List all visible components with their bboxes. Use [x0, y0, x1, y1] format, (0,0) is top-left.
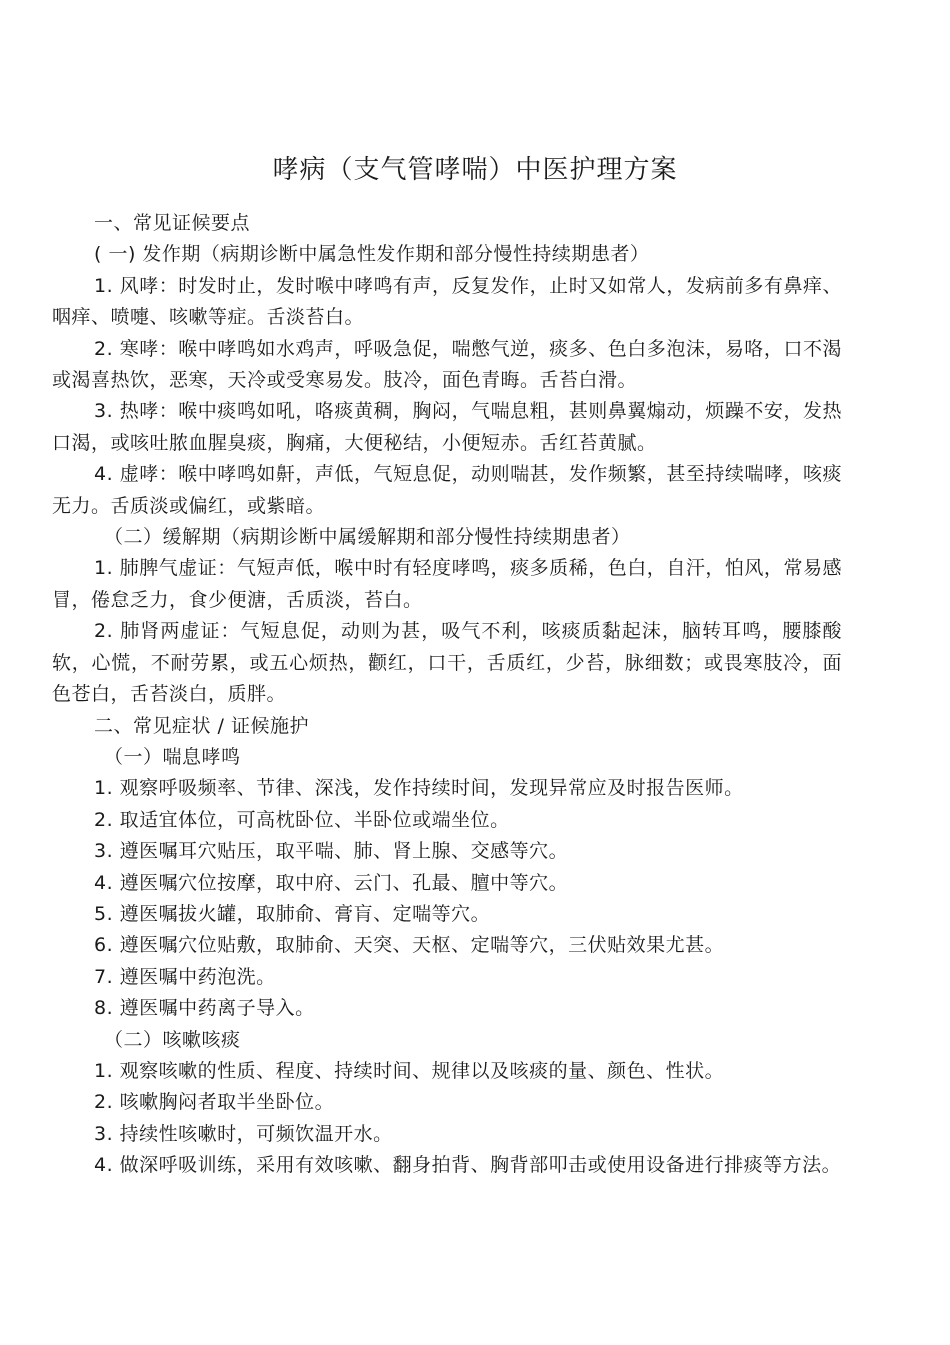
subsection-heading: （二）咳嗽咳痰 — [104, 1028, 241, 1051]
document-title: 哮病（支气管哮喘）中医护理方案 — [272, 155, 678, 185]
document-body — [52, 208, 842, 1182]
body-paragraph: 2. 咳嗽胸闷者取半坐卧位。 — [94, 1091, 335, 1114]
body-paragraph: 3. 遵医嘱耳穴贴压，取平喘、肺、肾上腺、交感等穴。 — [94, 840, 569, 863]
body-paragraph: 4. 做深呼吸训练，采用有效咳嗽、翻身拍背、胸背部叩击或使用设备进行排痰等方法。 — [94, 1154, 842, 1177]
body-paragraph: 2. 取适宜体位，可高枕卧位、半卧位或端坐位。 — [94, 808, 510, 831]
subsection-heading: （二）缓解期（病期诊断中属缓解期和部分慢性持续期患者） — [104, 526, 631, 549]
body-paragraph: 4. 虚哮：喉中哮鸣如鼾，声低，气短息促，动则喘甚，发作频繁，甚至持续喘哮，咳痰无力。舌质淡或偏红，或紫暗。 — [52, 463, 842, 517]
body-paragraph: 1. 肺脾气虚证：气短声低，喉中时有轻度哮鸣，痰多质稀，色白，自汗，怕风，常易感冒，倦怠乏力，食少便溏，舌质淡，苔白。 — [52, 557, 842, 611]
body-paragraph: 2. 肺肾两虚证：气短息促，动则为甚，吸气不利，咳痰质黏起沫，脑转耳鸣，腰膝酸软，心慌，不耐劳累，或五心烦热，颧红，口干，舌质红，少苔，脉细数；或畏寒肢冷，面色苍白，舌苔淡白，质胖。 — [52, 620, 842, 706]
body-paragraph: 1. 风哮：时发时止，发时喉中哮鸣有声，反复发作，止时又如常人，发病前多有鼻痒、咽痒、喷嚏、咳嗽等症。舌淡苔白。 — [52, 274, 842, 329]
body-paragraph: 5. 遵医嘱拔火罐，取肺俞、膏肓、定喘等穴。 — [94, 902, 491, 925]
body-paragraph: 3. 持续性咳嗽时，可频饮温开水。 — [94, 1122, 393, 1145]
body-paragraph: 1. 观察咳嗽的性质、程度、持续时间、规律以及咳痰的量、颜色、性状。 — [94, 1059, 725, 1082]
body-paragraph: 2. 寒哮：喉中哮鸣如水鸡声，呼吸急促，喘憋气逆，痰多、色白多泡沫，易咯，口不渴或渴喜热饮，恶寒，天冷或受寒易发。肢冷，面色青晦。舌苔白滑。 — [52, 337, 842, 392]
body-paragraph: 8. 遵医嘱中药离子导入。 — [94, 997, 315, 1020]
body-paragraph: 7. 遵医嘱中药泡洗。 — [94, 965, 276, 988]
subsection-heading: ( 一) 发作期（病期诊断中属急性发作期和部分慢性持续期患者） — [94, 243, 650, 266]
body-paragraph: 4. 遵医嘱穴位按摩，取中府、云门、孔最、膻中等穴。 — [94, 871, 569, 894]
body-paragraph: 3. 热哮：喉中痰鸣如吼，咯痰黄稠，胸闷，气喘息粗，甚则鼻翼煽动，烦躁不安，发热口渴，或咳吐脓血腥臭痰，胸痛，大便秘结，小便短赤。舌红苔黄腻。 — [52, 400, 842, 454]
section-heading: 二、常见症状 / 证候施护 — [94, 714, 309, 737]
body-paragraph: 1. 观察呼吸频率、节律、深浅，发作持续时间，发现异常应及时报告医师。 — [94, 777, 744, 800]
section-heading: 一、常见证候要点 — [94, 212, 251, 234]
subsection-heading: （一）喘息哮鸣 — [104, 745, 241, 768]
body-paragraph: 6. 遵医嘱穴位贴敷，取肺俞、天突、天枢、定喘等穴，三伏贴效果尤甚。 — [94, 934, 725, 957]
